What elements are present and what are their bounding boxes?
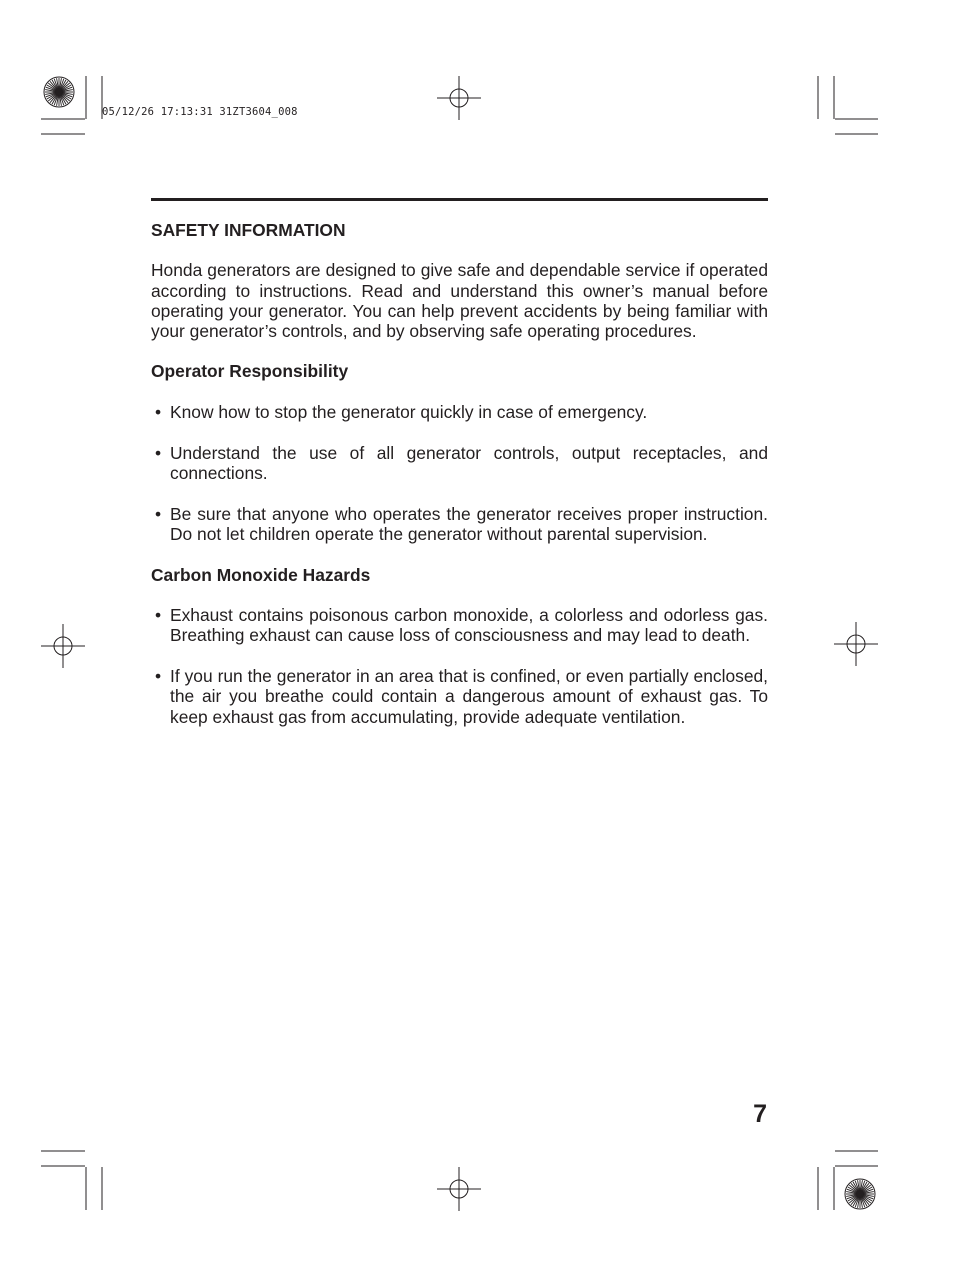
- operator-bullet-list: [151, 402, 768, 544]
- registration-crosshair-icon: [834, 622, 878, 666]
- list-item: [151, 443, 768, 484]
- carbon-bullet-list: [151, 605, 768, 727]
- bullet-icon: •: [155, 401, 162, 422]
- bullet-icon: •: [155, 666, 162, 687]
- list-item: [151, 504, 768, 545]
- list-item-text: Exhaust contains poisonous carbon monoxide, a colorless and odorless gas. Breathing exhaust can cause loss of consciousness and may lead to death.: [170, 605, 768, 646]
- registration-crosshair-icon: [41, 624, 85, 668]
- bullet-icon: •: [155, 503, 162, 524]
- list-item: [151, 605, 768, 646]
- list-item-text: Be sure that anyone who operates the generator receives proper instruction. Do not let children operate the generator without parental supervision.: [170, 503, 768, 544]
- registration-crosshair-icon: [437, 76, 481, 120]
- starburst-target-icon: [44, 77, 74, 107]
- carbon-monoxide-heading: Carbon Monoxide Hazards: [151, 564, 371, 585]
- intro-paragraph: Honda generators are designed to give safe and dependable service if operated according to instructions. Read and understand this owner’s manual before operating your generator. You can help prevent accidents by being familiar with your generator’s controls, and by observing safe operating procedures.: [151, 260, 768, 342]
- page-number: 7: [753, 1100, 767, 1128]
- bullet-icon: •: [155, 442, 162, 463]
- page-content: [151, 220, 768, 727]
- list-item-text: Know how to stop the generator quickly in case of emergency.: [170, 401, 648, 422]
- list-item: [151, 666, 768, 727]
- list-item-text: If you run the generator in an area that is confined, or even partially enclosed, the air you breathe could contain a dangerous amount of exhaust gas. To keep exhaust gas from accumulating, provide adequate ventilation.: [170, 666, 768, 727]
- operator-responsibility-heading: Operator Responsibility: [151, 361, 349, 382]
- section-title: SAFETY INFORMATION: [151, 220, 346, 240]
- registration-crosshair-icon: [437, 1167, 481, 1211]
- print-slug: 05/12/26 17:13:31 31ZT3604_008: [102, 106, 298, 118]
- starburst-target-icon: [845, 1179, 875, 1209]
- list-item-text: Understand the use of all generator controls, output receptacles, and connections.: [170, 442, 768, 483]
- header-rule: [151, 198, 768, 201]
- bullet-icon: •: [155, 605, 162, 626]
- list-item: [151, 402, 768, 422]
